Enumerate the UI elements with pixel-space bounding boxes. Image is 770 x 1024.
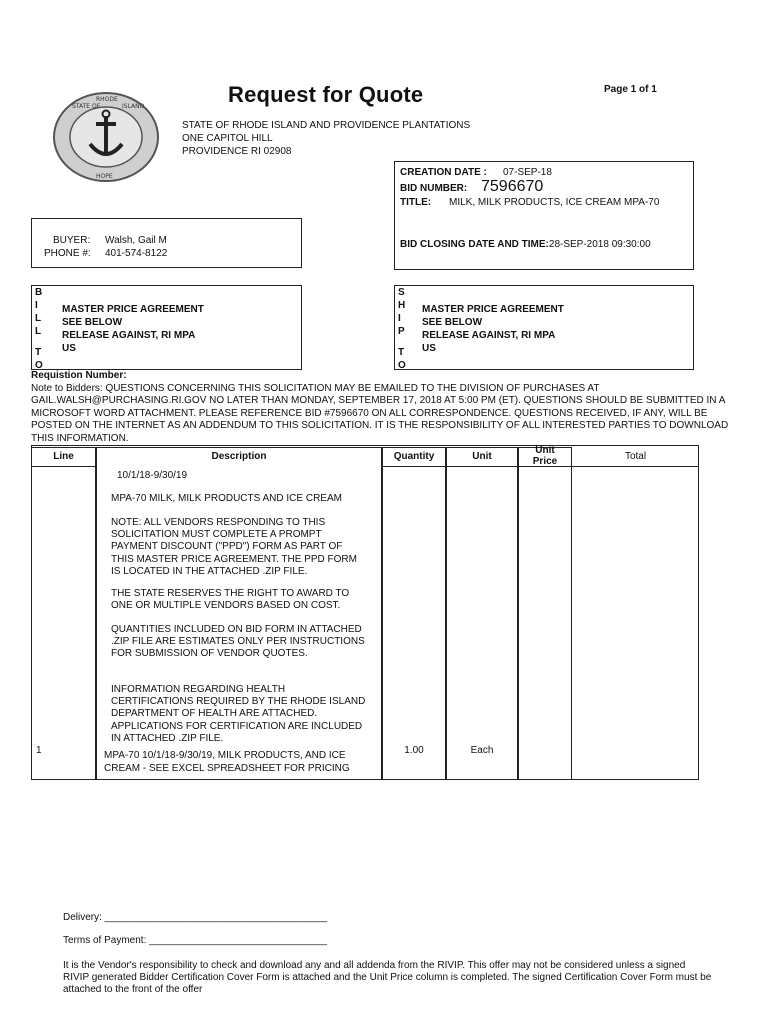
issuer-address [182,119,470,158]
address-line: ONE CAPITOL HILL [182,133,273,144]
requisition-section [31,370,731,445]
delivery-field: Delivery: ________________________________________ [63,912,328,923]
description-paragraph: INFORMATION REGARDING HEALTH CERTIFICATIONS REQUIRED BY THE RHODE ISLAND DEPARTMENT OF HEALTH ARE ATTACHED. APPLICATIONS FOR CERTIFICATION ARE INCLUDED IN ATTACHED .ZIP FILE. [111,684,366,744]
seal-text-top: STATE OF [72,103,101,110]
page-indicator: Page 1 of 1 [604,84,657,95]
bid-number-label: BID NUMBER: [400,183,468,194]
closing-date [400,239,651,250]
ship-to-letters [398,286,408,372]
creation-date-label: CREATION DATE : [400,167,487,178]
address-line: PROVIDENCE RI 02908 [182,146,292,157]
date-range: 10/1/18-9/30/19 [117,470,188,481]
header-unit-price: Unit Price [532,445,558,467]
phone-label: PHONE #: [44,248,91,259]
ship-letter: P [398,326,405,337]
bid-title-value: MILK, MILK PRODUCTS, ICE CREAM MPA-70 [449,197,660,208]
bill-to-line: MASTER PRICE AGREEMENT [62,304,204,315]
bill-letter: I [35,300,38,311]
creation-date-value: 07-SEP-18 [503,167,552,178]
bid-number-value: 7596670 [481,178,544,195]
bill-to-line: US [62,343,76,354]
description-paragraph: QUANTITIES INCLUDED ON BID FORM IN ATTACHED .ZIP FILE ARE ESTIMATES ONLY PER INSTRUCTIONS FOR SUBMISSION OF VENDOR QUOTES. [111,624,365,660]
ship-letter: I [398,313,401,324]
header-line: Line [53,451,74,462]
phone-value: 401-574-8122 [105,248,168,259]
address-line: STATE OF RHODE ISLAND AND PROVIDENCE PLANTATIONS [182,120,471,131]
bill-to-letters [35,286,45,372]
requisition-label: Requistion Number: [31,370,127,381]
ship-letter: T [398,347,405,358]
header-unit: Unit [472,451,492,462]
description-paragraph: MPA-70 MILK, MILK PRODUCTS AND ICE CREAM [111,493,342,504]
header-total: Total [624,451,647,462]
state-seal-logo [50,90,162,185]
bill-to-address [62,303,204,355]
unit-price-column [518,447,572,780]
closing-date-value: 28-SEP-2018 09:30:00 [548,239,651,250]
bill-letter: B [35,287,43,298]
row-line-number: 1 [36,745,42,756]
bill-letter: L [35,313,42,324]
ship-letter [398,338,408,346]
ship-to-line: SEE BELOW [422,317,483,328]
closing-date-label: BID CLOSING DATE AND TIME: [400,239,549,250]
bill-letter [35,338,45,346]
description-paragraph: THE STATE RESERVES THE RIGHT TO AWARD TO ONE OR MULTIPLE VENDORS BASED ON COST. [111,588,350,612]
buyer-value: Walsh, Gail M [105,235,167,246]
ship-letter: S [398,287,405,298]
terms-of-payment-field: Terms of Payment: ________________________________ [63,935,328,946]
seal-text-island: ISLAND [122,103,145,110]
seal-text-rhode: RHODE [96,96,118,103]
quantity-column [382,447,446,780]
vendor-disclaimer: It is the Vendor's responsibility to check and download any and all addenda from the RIVIP. This offer may not be considered unless a signed RIVIP generated Bidder Certification Cover Form is attached and the Unit Price column is completed. The signed Certification Cover Form must be attached to the front of the offer [63,960,712,995]
row-unit: Each [470,745,494,756]
bill-letter: O [35,360,43,371]
seal-text-hope: HOPE [96,173,113,180]
line-column [31,447,96,780]
bill-letter: T [35,347,42,358]
ship-to-line: RELEASE AGAINST, RI MPA [422,330,556,341]
description-paragraph: NOTE: ALL VENDORS RESPONDING TO THIS SOLICITATION MUST COMPLETE A PROMPT PAYMENT DISCOUNT ("PPD") FORM AS PART OF THIS MASTER PRICE AGREEMENT. THE PPD FORM IS LOCATED IN THE ATTACHED .ZIP FILE. [111,517,357,577]
ship-letter: O [398,360,406,371]
note-to-bidders: Note to Bidders: QUESTIONS CONCERNING THIS SOLICITATION MAY BE EMAILED TO THE DIVISION OF PURCHASES AT GAIL.WALSH@PURCHASING.RI.GOV NO LATER THAN MONDAY, SEPTEMBER 17, 2018 AT 5:00 PM (ET). QUESTIONS SHOULD BE SUBMITTED IN A MICROSOFT WORD ATTACHMENT. PLEASE REFERENCE BID #7596670 ON ALL CORRESPONDENCE. QUESTIONS RECEIVED, IF ANY, WILL BE POSTED ON THE INTERNET AS AN ADDENDUM TO THIS SOLICITATION. IT IS THE RESPONSIBILITY OF ALL INTERESTED PARTIES TO DOWNLOAD THIS INFORMATION. [31,382,729,444]
bill-to-line: SEE BELOW [62,317,123,328]
ship-letter: H [398,300,406,311]
document-title: Request for Quote [228,82,424,107]
bid-title-label: TITLE: [400,197,432,208]
ship-to-line: MASTER PRICE AGREEMENT [422,304,564,315]
header-quantity: Quantity [393,451,435,462]
unit-column [446,447,518,780]
header-description: Description [211,451,267,462]
bill-to-line: RELEASE AGAINST, RI MPA [62,330,196,341]
bill-letter: L [35,326,42,337]
header-rule [31,466,96,467]
buyer-label: BUYER: [53,235,91,246]
row-quantity: 1.00 [404,745,424,756]
ship-to-address [422,303,564,355]
row-description: MPA-70 10/1/18-9/30/19, MILK PRODUCTS, AND ICE CREAM - SEE EXCEL SPREADSHEET FOR PRICING [104,750,350,774]
ship-to-line: US [422,343,436,354]
